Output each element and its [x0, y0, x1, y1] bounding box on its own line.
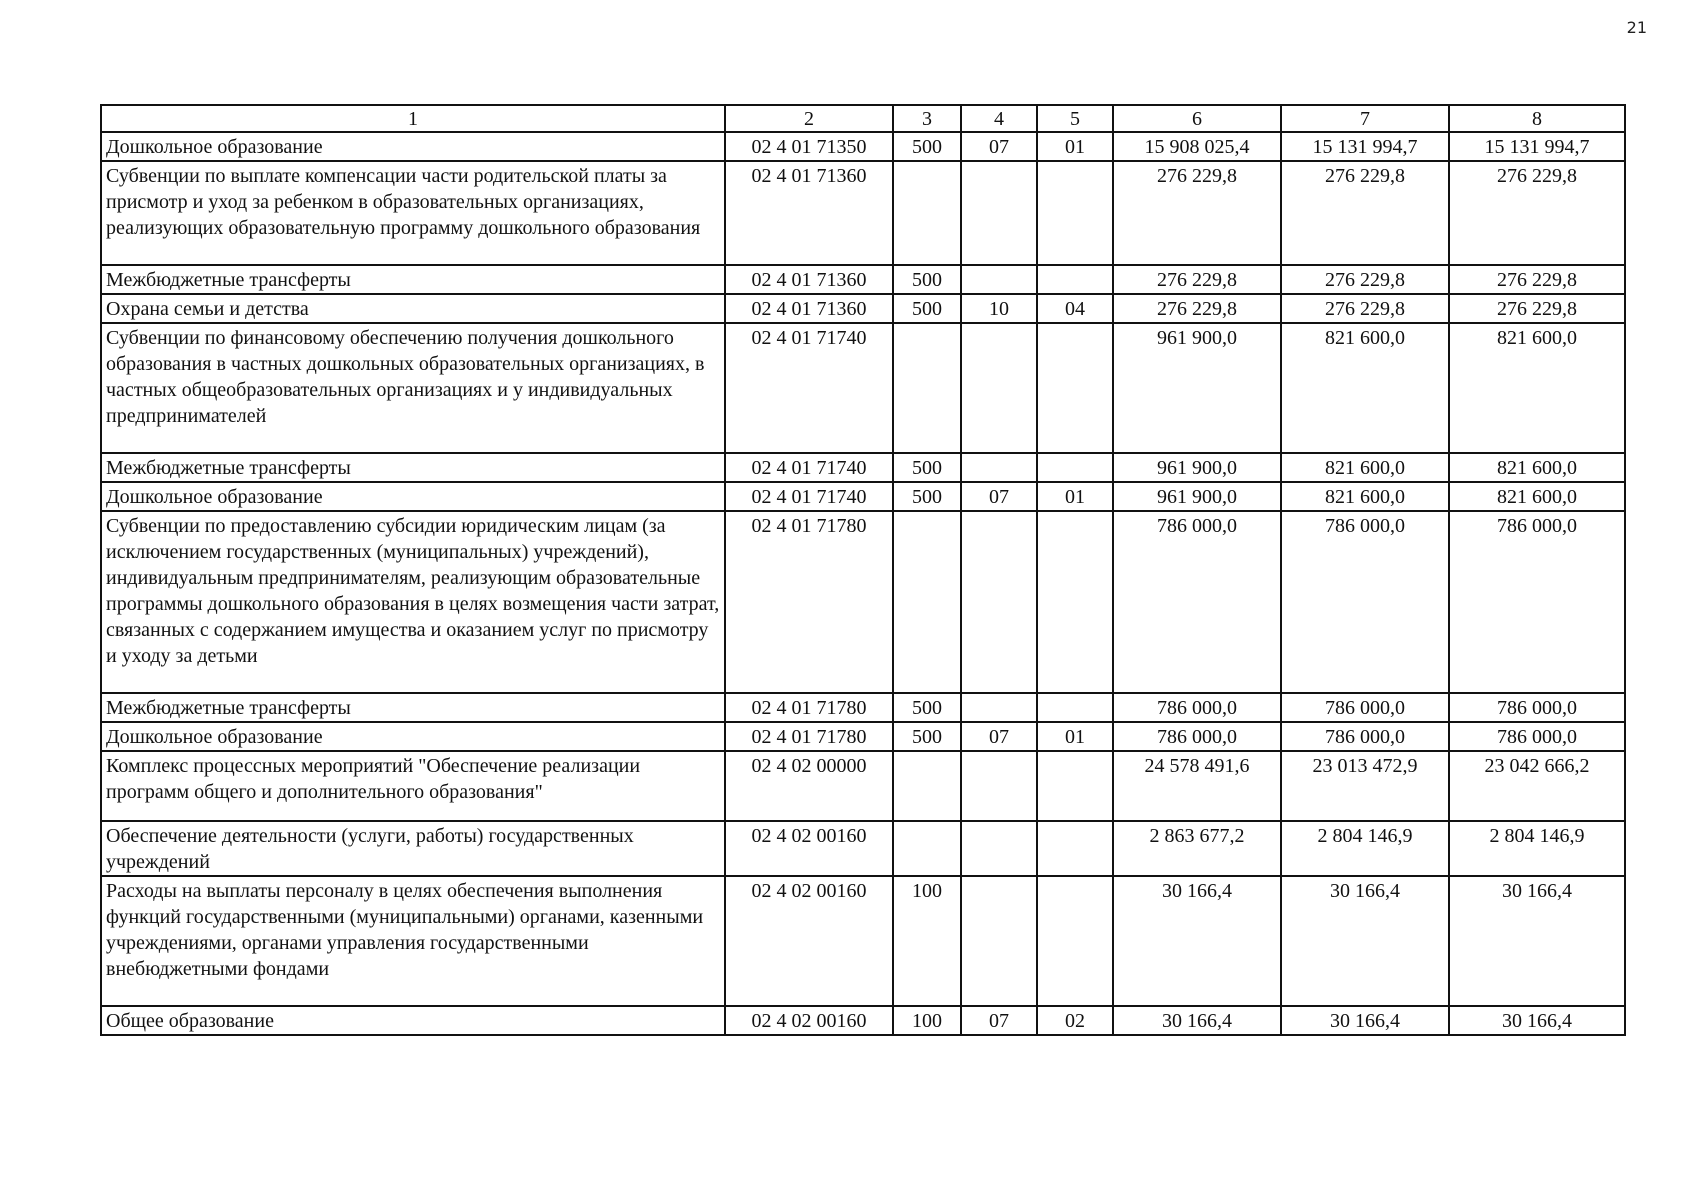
- subsection-code: [1037, 693, 1113, 722]
- amount-year-2: 786 000,0: [1281, 511, 1449, 693]
- subsection-code: [1037, 876, 1113, 1006]
- target-article-code: 02 4 02 00160: [725, 876, 893, 1006]
- column-header: 5: [1037, 105, 1113, 132]
- amount-year-3: 786 000,0: [1449, 693, 1625, 722]
- target-article-code: 02 4 01 71740: [725, 453, 893, 482]
- amount-year-2: 276 229,8: [1281, 161, 1449, 265]
- amount-year-3: 786 000,0: [1449, 511, 1625, 693]
- expense-type-code: [893, 751, 961, 821]
- amount-year-2: 821 600,0: [1281, 482, 1449, 511]
- amount-year-2: 23 013 472,9: [1281, 751, 1449, 821]
- amount-year-1: 786 000,0: [1113, 693, 1281, 722]
- target-article-code: 02 4 01 71360: [725, 161, 893, 265]
- subsection-code: [1037, 265, 1113, 294]
- section-code: 07: [961, 722, 1037, 751]
- target-article-code: 02 4 01 71360: [725, 294, 893, 323]
- amount-year-1: 961 900,0: [1113, 323, 1281, 453]
- table-row: [101, 693, 1625, 722]
- row-description: Межбюджетные трансферты: [101, 453, 725, 482]
- amount-year-2: 15 131 994,7: [1281, 132, 1449, 161]
- expense-type-code: [893, 161, 961, 265]
- column-header: 6: [1113, 105, 1281, 132]
- amount-year-1: 30 166,4: [1113, 876, 1281, 1006]
- table-row: [101, 132, 1625, 161]
- amount-year-3: 15 131 994,7: [1449, 132, 1625, 161]
- target-article-code: 02 4 01 71360: [725, 265, 893, 294]
- subsection-code: 02: [1037, 1006, 1113, 1035]
- target-article-code: 02 4 02 00160: [725, 821, 893, 876]
- target-article-code: 02 4 01 71350: [725, 132, 893, 161]
- subsection-code: [1037, 511, 1113, 693]
- expense-type-code: [893, 821, 961, 876]
- table-row: [101, 265, 1625, 294]
- column-header: 3: [893, 105, 961, 132]
- row-description: Межбюджетные трансферты: [101, 693, 725, 722]
- amount-year-2: 786 000,0: [1281, 722, 1449, 751]
- amount-year-1: 786 000,0: [1113, 511, 1281, 693]
- table-row: [101, 511, 1625, 693]
- section-code: [961, 161, 1037, 265]
- table-row: [101, 722, 1625, 751]
- section-code: 07: [961, 1006, 1037, 1035]
- amount-year-2: 821 600,0: [1281, 323, 1449, 453]
- target-article-code: 02 4 01 71780: [725, 693, 893, 722]
- subsection-code: 04: [1037, 294, 1113, 323]
- expense-type-code: 500: [893, 693, 961, 722]
- subsection-code: 01: [1037, 722, 1113, 751]
- expense-type-code: 500: [893, 265, 961, 294]
- budget-table: [100, 104, 1626, 1036]
- table-row: [101, 294, 1625, 323]
- header-row: [101, 105, 1625, 132]
- table-row: [101, 453, 1625, 482]
- section-code: 10: [961, 294, 1037, 323]
- section-code: [961, 751, 1037, 821]
- expense-type-code: 100: [893, 876, 961, 1006]
- expense-type-code: 500: [893, 132, 961, 161]
- amount-year-3: 276 229,8: [1449, 161, 1625, 265]
- page-number: 21: [1626, 18, 1647, 37]
- table-row: [101, 482, 1625, 511]
- section-code: [961, 265, 1037, 294]
- column-header: 7: [1281, 105, 1449, 132]
- target-article-code: 02 4 01 71780: [725, 722, 893, 751]
- row-description: Общее образование: [101, 1006, 725, 1035]
- target-article-code: 02 4 01 71740: [725, 482, 893, 511]
- column-header: 4: [961, 105, 1037, 132]
- amount-year-2: 786 000,0: [1281, 693, 1449, 722]
- expense-type-code: [893, 323, 961, 453]
- table-row: [101, 821, 1625, 876]
- table-row: [101, 161, 1625, 265]
- row-description: Субвенции по выплате компенсации части родительской платы за присмотр и уход за ребенком в образовательных организациях, реализующих образовательную программу дошкольного образования: [101, 161, 725, 265]
- amount-year-2: 276 229,8: [1281, 294, 1449, 323]
- target-article-code: 02 4 01 71780: [725, 511, 893, 693]
- section-code: 07: [961, 482, 1037, 511]
- amount-year-2: 30 166,4: [1281, 876, 1449, 1006]
- row-description: Дошкольное образование: [101, 132, 725, 161]
- section-code: 07: [961, 132, 1037, 161]
- subsection-code: [1037, 161, 1113, 265]
- amount-year-1: 961 900,0: [1113, 453, 1281, 482]
- subsection-code: [1037, 323, 1113, 453]
- column-header: 2: [725, 105, 893, 132]
- row-description: Дошкольное образование: [101, 482, 725, 511]
- amount-year-1: 15 908 025,4: [1113, 132, 1281, 161]
- subsection-code: 01: [1037, 132, 1113, 161]
- column-header: 1: [101, 105, 725, 132]
- subsection-code: [1037, 821, 1113, 876]
- row-description: Расходы на выплаты персоналу в целях обеспечения выполнения функций государственными (муниципальными) органами, казенными учреждениями, органами управления государственными внебюджетными фондами: [101, 876, 725, 1006]
- expense-type-code: [893, 511, 961, 693]
- table-row: [101, 323, 1625, 453]
- section-code: [961, 876, 1037, 1006]
- amount-year-3: 821 600,0: [1449, 482, 1625, 511]
- section-code: [961, 821, 1037, 876]
- target-article-code: 02 4 01 71740: [725, 323, 893, 453]
- amount-year-1: 276 229,8: [1113, 294, 1281, 323]
- amount-year-3: 276 229,8: [1449, 265, 1625, 294]
- subsection-code: 01: [1037, 482, 1113, 511]
- row-description: Субвенции по финансовому обеспечению получения дошкольного образования в частных дошкольных образовательных организациях, в частных общеобразовательных организациях и у индивидуальных предпринимателей: [101, 323, 725, 453]
- target-article-code: 02 4 02 00160: [725, 1006, 893, 1035]
- amount-year-1: 961 900,0: [1113, 482, 1281, 511]
- row-description: Охрана семьи и детства: [101, 294, 725, 323]
- subsection-code: [1037, 453, 1113, 482]
- amount-year-1: 2 863 677,2: [1113, 821, 1281, 876]
- section-code: [961, 453, 1037, 482]
- expense-type-code: 500: [893, 722, 961, 751]
- amount-year-1: 276 229,8: [1113, 161, 1281, 265]
- amount-year-1: 30 166,4: [1113, 1006, 1281, 1035]
- amount-year-2: 821 600,0: [1281, 453, 1449, 482]
- subsection-code: [1037, 751, 1113, 821]
- amount-year-1: 276 229,8: [1113, 265, 1281, 294]
- expense-type-code: 100: [893, 1006, 961, 1035]
- amount-year-3: 2 804 146,9: [1449, 821, 1625, 876]
- amount-year-3: 30 166,4: [1449, 1006, 1625, 1035]
- row-description: Субвенции по предоставлению субсидии юридическим лицам (за исключением государственных (муниципальных) учреждений), индивидуальным предпринимателям, реализующим образовательные программы дошкольного образования в целях возмещения части затрат, связанных с содержанием имущества и оказанием услуг по присмотру и уходу за детьми: [101, 511, 725, 693]
- table-row: [101, 1006, 1625, 1035]
- expense-type-code: 500: [893, 453, 961, 482]
- target-article-code: 02 4 02 00000: [725, 751, 893, 821]
- amount-year-3: 276 229,8: [1449, 294, 1625, 323]
- amount-year-1: 24 578 491,6: [1113, 751, 1281, 821]
- column-header: 8: [1449, 105, 1625, 132]
- amount-year-3: 30 166,4: [1449, 876, 1625, 1006]
- expense-type-code: 500: [893, 294, 961, 323]
- table-row: [101, 751, 1625, 821]
- amount-year-2: 30 166,4: [1281, 1006, 1449, 1035]
- row-description: Обеспечение деятельности (услуги, работы) государственных учреждений: [101, 821, 725, 876]
- table-row: [101, 876, 1625, 1006]
- section-code: [961, 693, 1037, 722]
- amount-year-1: 786 000,0: [1113, 722, 1281, 751]
- amount-year-2: 276 229,8: [1281, 265, 1449, 294]
- amount-year-3: 786 000,0: [1449, 722, 1625, 751]
- section-code: [961, 323, 1037, 453]
- row-description: Комплекс процессных мероприятий "Обеспечение реализации программ общего и дополнительного образования": [101, 751, 725, 821]
- amount-year-3: 821 600,0: [1449, 323, 1625, 453]
- row-description: Дошкольное образование: [101, 722, 725, 751]
- expense-type-code: 500: [893, 482, 961, 511]
- amount-year-3: 821 600,0: [1449, 453, 1625, 482]
- row-description: Межбюджетные трансферты: [101, 265, 725, 294]
- amount-year-3: 23 042 666,2: [1449, 751, 1625, 821]
- amount-year-2: 2 804 146,9: [1281, 821, 1449, 876]
- section-code: [961, 511, 1037, 693]
